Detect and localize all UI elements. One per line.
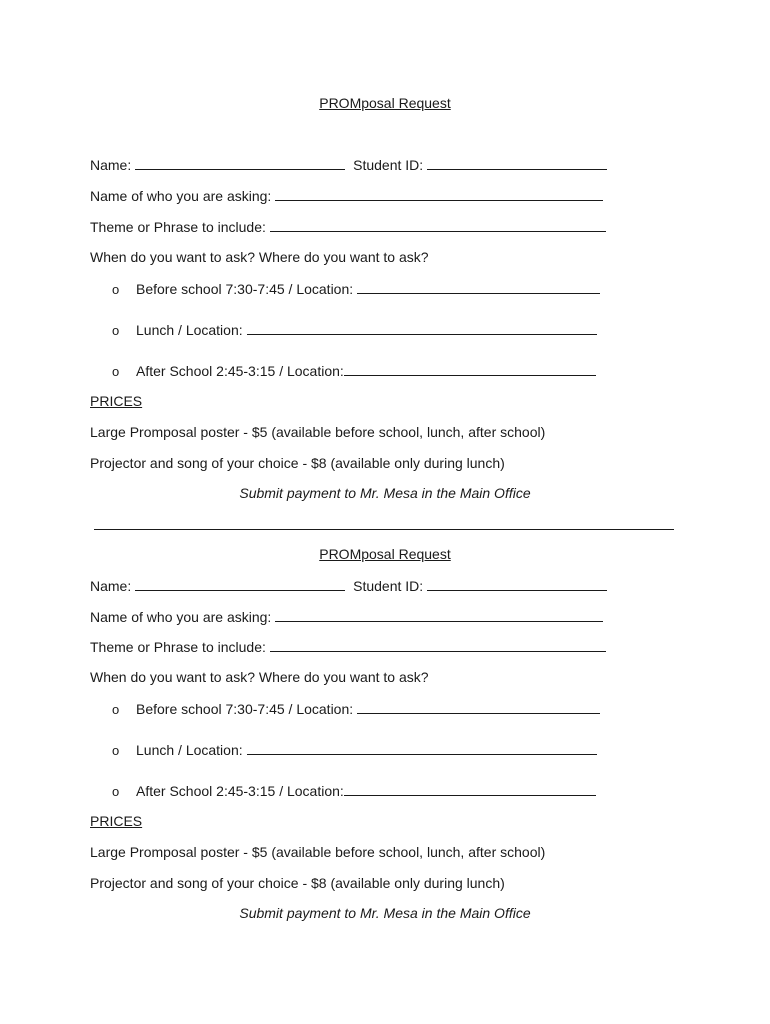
option-label: After School 2:45-3:15 / Location: — [136, 783, 344, 799]
lunch-location-field[interactable] — [247, 320, 597, 335]
option-label: After School 2:45-3:15 / Location: — [136, 363, 344, 379]
theme-field[interactable] — [270, 637, 606, 652]
bullet-icon: o — [112, 702, 120, 717]
theme-field[interactable] — [270, 217, 606, 232]
student-id-field[interactable] — [427, 155, 607, 170]
when-question: When do you want to ask? Where do you want to ask? — [90, 669, 429, 685]
promposal-form-bottom — [0, 451, 770, 921]
before-school-location-field[interactable] — [357, 699, 600, 714]
after-school-location-field[interactable] — [344, 781, 596, 796]
prices-heading: PRICES — [90, 393, 143, 409]
student-id-label: Student ID: — [353, 157, 424, 173]
option-after-school — [112, 781, 596, 801]
name-label: Name: — [90, 157, 132, 173]
option-label: Before school 7:30-7:45 / Location: — [136, 281, 354, 297]
option-lunch — [112, 320, 597, 340]
option-label: Before school 7:30-7:45 / Location: — [136, 701, 354, 717]
option-after-school — [112, 361, 596, 381]
price-item-projector: Projector and song of your choice - $8 (available only during lunch) — [90, 875, 505, 891]
option-label: Lunch / Location: — [136, 742, 243, 758]
payment-note: Submit payment to Mr. Mesa in the Main Office — [239, 905, 531, 921]
when-question: When do you want to ask? Where do you want to ask? — [90, 249, 429, 265]
promposal-form-top — [0, 0, 770, 501]
asking-label: Name of who you are asking: — [90, 609, 272, 625]
name-field[interactable] — [135, 576, 345, 591]
before-school-location-field[interactable] — [357, 279, 600, 294]
asking-label: Name of who you are asking: — [90, 188, 272, 204]
price-item-projector: Projector and song of your choice - $8 (available only during lunch) — [90, 455, 505, 471]
bullet-icon: o — [112, 743, 120, 758]
price-item-poster: Large Promposal poster - $5 (available before school, lunch, after school) — [90, 844, 546, 860]
form-title: PROMposal Request — [319, 95, 451, 111]
form-title: PROMposal Request — [319, 546, 451, 562]
asking-row — [90, 186, 603, 205]
theme-label: Theme or Phrase to include: — [90, 219, 266, 235]
bullet-icon: o — [112, 323, 120, 338]
theme-row — [90, 217, 606, 236]
lunch-location-field[interactable] — [247, 740, 597, 755]
name-label: Name: — [90, 578, 132, 594]
student-id-label: Student ID: — [353, 578, 424, 594]
asking-field[interactable] — [275, 186, 603, 201]
prices-heading: PRICES — [90, 813, 143, 829]
asking-row — [90, 607, 603, 626]
price-item-poster: Large Promposal poster - $5 (available before school, lunch, after school) — [90, 424, 546, 440]
asking-field[interactable] — [275, 607, 603, 622]
name-row — [90, 576, 607, 595]
student-id-field[interactable] — [427, 576, 607, 591]
bullet-icon: o — [112, 784, 120, 799]
bullet-icon: o — [112, 282, 120, 297]
payment-note: Submit payment to Mr. Mesa in the Main Office — [239, 485, 531, 501]
bullet-icon: o — [112, 364, 120, 379]
name-row — [90, 155, 607, 174]
after-school-location-field[interactable] — [344, 361, 596, 376]
option-label: Lunch / Location: — [136, 322, 243, 338]
option-before-school — [112, 279, 600, 299]
theme-label: Theme or Phrase to include: — [90, 639, 266, 655]
name-field[interactable] — [135, 155, 345, 170]
theme-row — [90, 637, 606, 656]
option-lunch — [112, 740, 597, 760]
option-before-school — [112, 699, 600, 719]
